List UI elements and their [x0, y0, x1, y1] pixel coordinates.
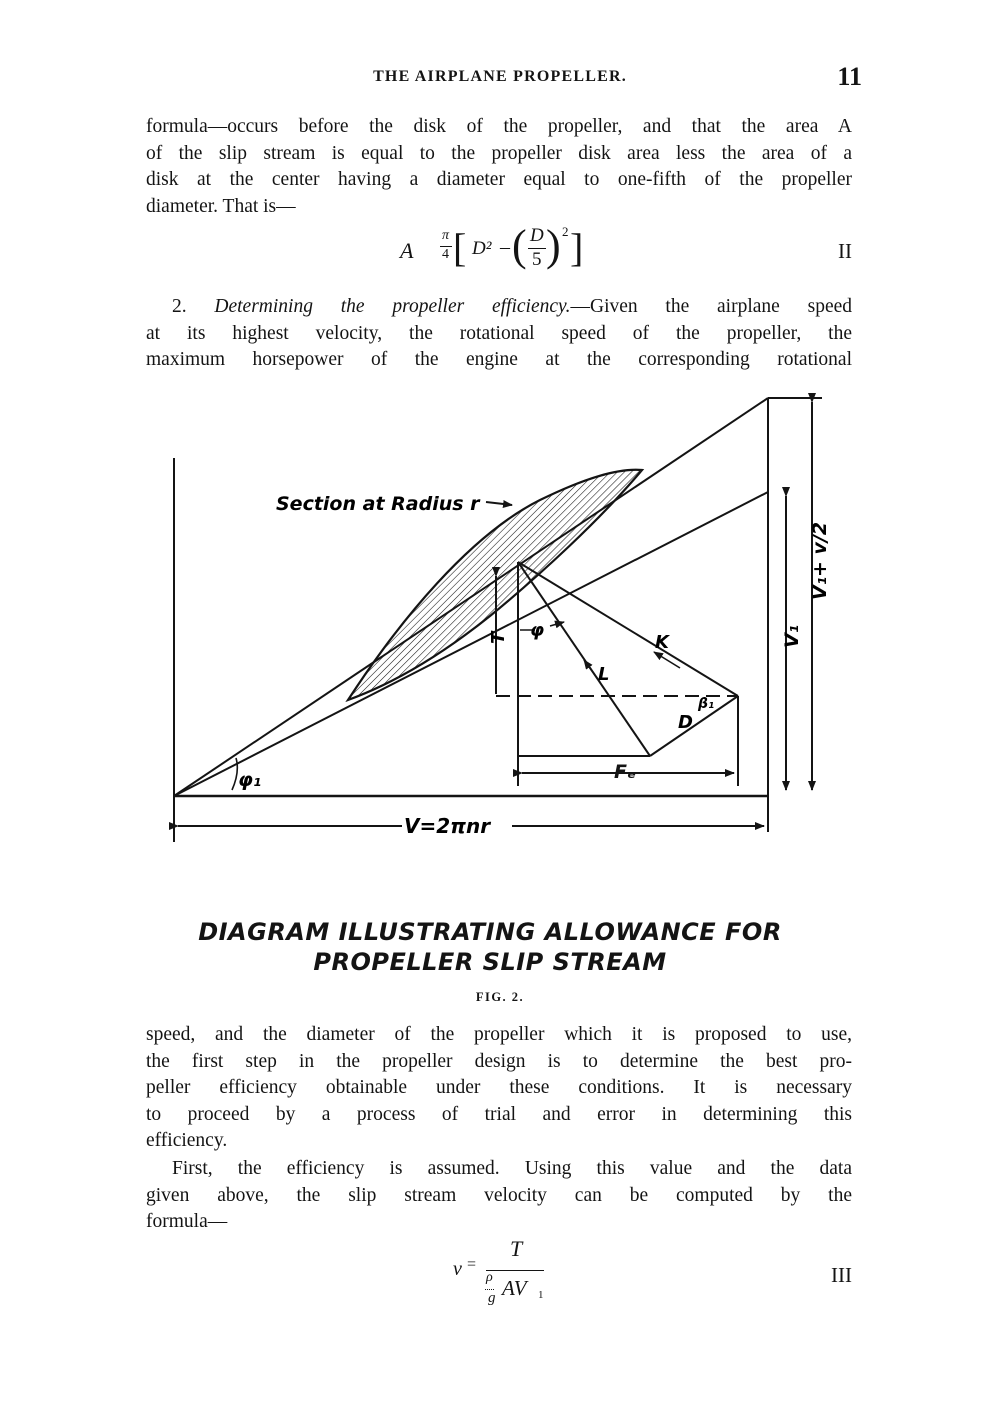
- l-label: L: [598, 664, 610, 685]
- eq2-right-bracket: ]: [570, 225, 584, 270]
- running-header: THE AIRPLANE PROPELLER.: [373, 68, 627, 85]
- eq3-g: g: [488, 1290, 496, 1306]
- figure-title-line-1: DIAGRAM ILLUSTRATING ALLOWANCE FOR: [198, 918, 782, 946]
- equation-3: [448, 1236, 558, 1326]
- page-number: 11: [837, 62, 862, 91]
- k-arrow: [654, 652, 680, 668]
- eq3-equals: =: [467, 1256, 477, 1273]
- lift-line: [518, 562, 650, 756]
- k-line: [518, 562, 738, 696]
- paragraph-4-line-2: given above, the slip stream velocity can be computed by the: [146, 1184, 852, 1206]
- paragraph-1-line-2: of the slip stream is equal to the propeller disk area less the area of a: [146, 142, 852, 164]
- paragraph-1-line-1: formula—occurs before the disk of the propeller, and that the area A: [146, 116, 852, 137]
- baseline-label: V=2πnr: [404, 814, 491, 838]
- d-label: D: [678, 712, 693, 733]
- phi1-arc: [232, 758, 237, 790]
- paragraph-2-line-2: at its highest velocity, the rotational speed of the propeller, the: [146, 322, 852, 344]
- section-number: 2.: [172, 296, 187, 317]
- section-label: Section at Radius r: [276, 493, 480, 515]
- eq2-minus: –: [500, 236, 510, 258]
- eq2-frac-num: D: [530, 225, 544, 246]
- eq3-subscript: 1: [538, 1289, 544, 1301]
- eq2-pi: π: [442, 228, 450, 243]
- diagonal-lower-line: [174, 492, 768, 796]
- fe-label: Fₑ: [614, 761, 637, 783]
- eq2-frac-den: 5: [532, 249, 542, 270]
- paragraph-3-line-2: the first step in the propeller design is to determine the best pro-: [146, 1050, 852, 1072]
- figure-title-line-2: PROPELLER SLIP STREAM: [313, 948, 667, 976]
- phi1-label: φ₁: [238, 769, 262, 791]
- eq3-numerator: T: [510, 1236, 523, 1261]
- paragraph-1-line-3: disk at the center having a diameter equal to one-fifth of the propeller: [146, 169, 852, 190]
- paragraph-3-line-4: to proceed by a process of trial and error in determining this: [146, 1103, 852, 1125]
- section-arrow: [486, 502, 512, 505]
- figure-label: FIG. 2.: [475, 990, 525, 1004]
- k-label: K: [655, 632, 669, 653]
- eq2-exponent: 2: [562, 224, 569, 239]
- eq2-right-paren: ): [546, 221, 561, 270]
- eq3-lhs: v: [453, 1258, 462, 1280]
- velocity-sum-label: V₁+ v/2: [809, 521, 831, 600]
- eq3-rho: ρ: [486, 1270, 493, 1285]
- v1-label: V₁: [781, 624, 803, 648]
- paragraph-2-line-3: maximum horsepower of the engine at the corresponding rotational: [146, 349, 852, 370]
- paragraph-4-line-1: First, the efficiency is assumed. Using this value and the data: [172, 1158, 852, 1179]
- paragraph-1-line-4: diameter. That is—: [146, 195, 296, 217]
- equation-2-label: II: [838, 239, 852, 263]
- paragraph-2-line-1-text: —Given the airplane speed: [570, 296, 852, 317]
- eq2-lhs: A: [400, 238, 414, 263]
- paragraph-3-line-1: speed, and the diameter of the propeller which it is proposed to use,: [146, 1024, 852, 1045]
- beta-label: β₁: [698, 696, 715, 712]
- eq2-d-squared: D²: [472, 238, 492, 259]
- section-heading: Determining the propeller efficiency.: [214, 296, 571, 317]
- drag-line: [650, 696, 738, 756]
- paragraph-3-line-3: peller efficiency obtainable under these conditions. It is necessary: [146, 1077, 852, 1098]
- eq2-four: 4: [442, 247, 449, 262]
- eq3-fraction-bar: [486, 1270, 544, 1271]
- paragraph-4-line-3: formula—: [146, 1211, 228, 1232]
- thrust-label: T: [488, 631, 509, 644]
- equation-3-label: III: [831, 1263, 852, 1287]
- eq2-left-bracket: [: [453, 225, 467, 270]
- paragraph-3-line-5: efficiency.: [146, 1130, 228, 1151]
- eq3-av: AV: [502, 1276, 527, 1300]
- phi-top-label: φ: [530, 620, 545, 641]
- eq2-left-paren: (: [512, 221, 527, 270]
